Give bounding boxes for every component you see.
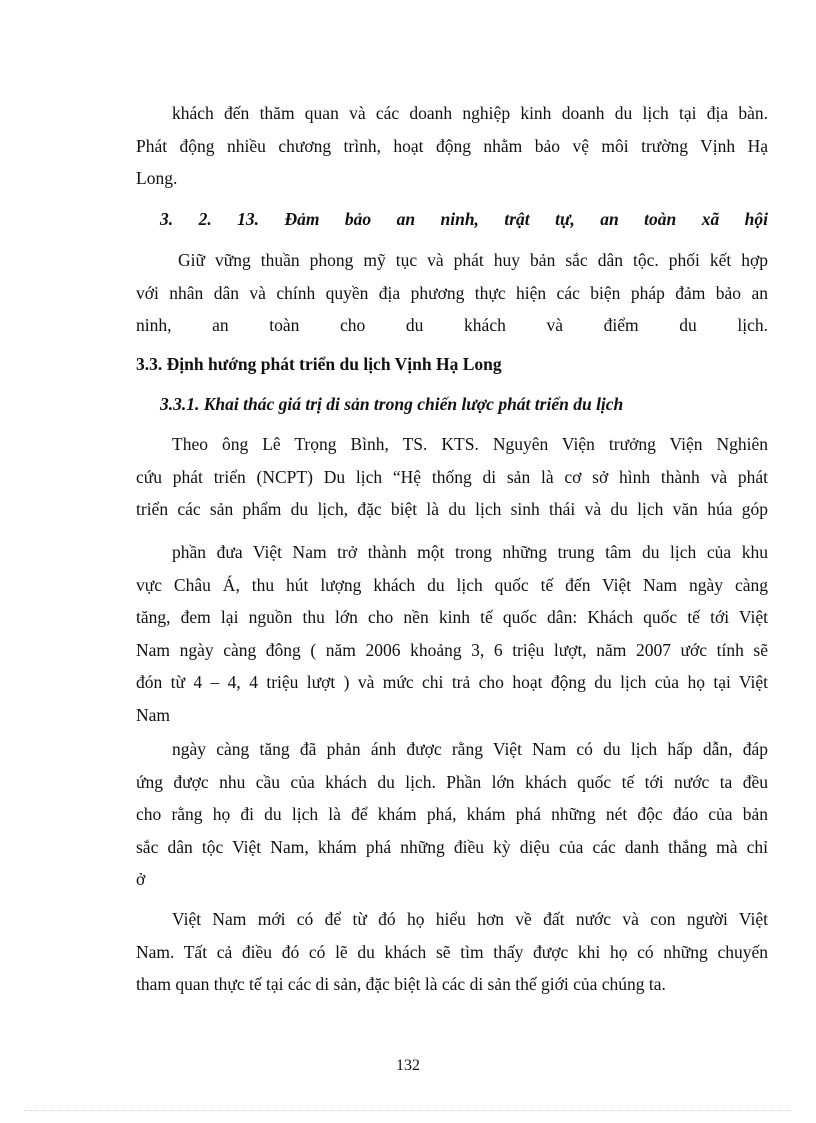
heading-3-3-1: 3.3.1. Khai thác giá trị di sản trong chiến lược phát triển du lịch	[160, 394, 624, 414]
paragraph-6	[136, 903, 768, 1001]
paragraph-5	[136, 733, 768, 896]
paragraph-line: Nam ngày càng đông ( năm 2006 khoảng 3, 6 triệu lượt, năm 2007 ước tính sẽ	[136, 639, 768, 660]
paragraph-line: sắc dân tộc Việt Nam, khám phá những điều kỳ diệu của các danh thắng mà chỉ	[136, 836, 768, 857]
heading-3-2-13: 3. 2. 13. Đảm bảo an ninh, trật tự, an toàn xã hội	[160, 209, 768, 229]
paragraph-line: với nhân dân và chính quyền địa phương thực hiện các biện pháp đảm bảo an	[136, 282, 768, 303]
paragraph-line: tham quan thực tế tại các di sản, đặc biệt là các di sản thế giới của chúng ta.	[136, 974, 666, 994]
paragraph-line: Nam. Tất cả điều đó có lẽ du khách sẽ tìm thấy được khi họ có những chuyến	[136, 941, 768, 962]
paragraph-line: Long.	[136, 168, 178, 188]
paragraph-line: phần đưa Việt Nam trở thành một trong những trung tâm du lịch của khu	[172, 542, 768, 562]
paragraph-line: ninh, an toàn cho du khách và điểm du lịch.	[136, 315, 768, 335]
paragraph-line: vực Châu Á, thu hút lượng khách du lịch quốc tế đến Việt Nam ngày càng	[136, 574, 768, 595]
paragraph-line: Nam	[136, 704, 171, 725]
paragraph-line: cho rằng họ đi du lịch là để khám phá, khám phá những nét độc đáo của bản	[136, 804, 768, 824]
paragraph-line: ở	[136, 869, 146, 889]
paragraph-line: Theo ông Lê Trọng Bình, TS. KTS. Nguyên Viện trưởng Viện Nghiên	[172, 434, 768, 454]
page-number: 132	[396, 1057, 420, 1074]
paragraph-1	[136, 97, 768, 195]
paragraph-line: cứu phát triển (NCPT) Du lịch “Hệ thống di sản là cơ sở hình thành và phát	[136, 466, 768, 487]
footer-divider	[24, 1110, 792, 1111]
paragraph-line: triển các sản phẩm du lịch, đặc biệt là du lịch sinh thái và du lịch văn húa góp	[136, 499, 768, 519]
paragraph-line: ngày càng tăng đã phản ánh được rằng Việt Nam có du lịch hấp dẫn, đáp	[172, 739, 768, 759]
paragraph-line: tăng, đem lại nguồn thu lớn cho nền kinh tế quốc dân: Khách quốc tế tới Việt	[136, 607, 768, 627]
heading-3-3: 3.3. Định hướng phát triển du lịch Vịnh Hạ Long	[136, 354, 502, 374]
paragraph-3	[136, 428, 768, 526]
paragraph-line: đón từ 4 – 4, 4 triệu lượt ) và mức chi trả cho hoạt động du lịch của họ tại Việt	[136, 672, 768, 692]
paragraph-4	[136, 536, 768, 731]
paragraph-line: khách đến thăm quan và các doanh nghiệp kinh doanh du lịch tại địa bàn.	[172, 103, 768, 123]
paragraph-line: Việt Nam mới có để từ đó họ hiểu hơn về đất nước và con người Việt	[172, 909, 768, 929]
paragraph-line: Giữ vững thuần phong mỹ tục và phát huy bản sắc dân tộc. phối kết hợp	[178, 250, 768, 270]
paragraph-line: ứng được nhu cầu của khách du lịch. Phần lớn khách quốc tế tới nước ta đều	[136, 771, 768, 792]
paragraph-2	[136, 244, 768, 342]
paragraph-line: Phát động nhiều chương trình, hoạt động nhằm bảo vệ môi trường Vịnh Hạ	[136, 135, 768, 156]
